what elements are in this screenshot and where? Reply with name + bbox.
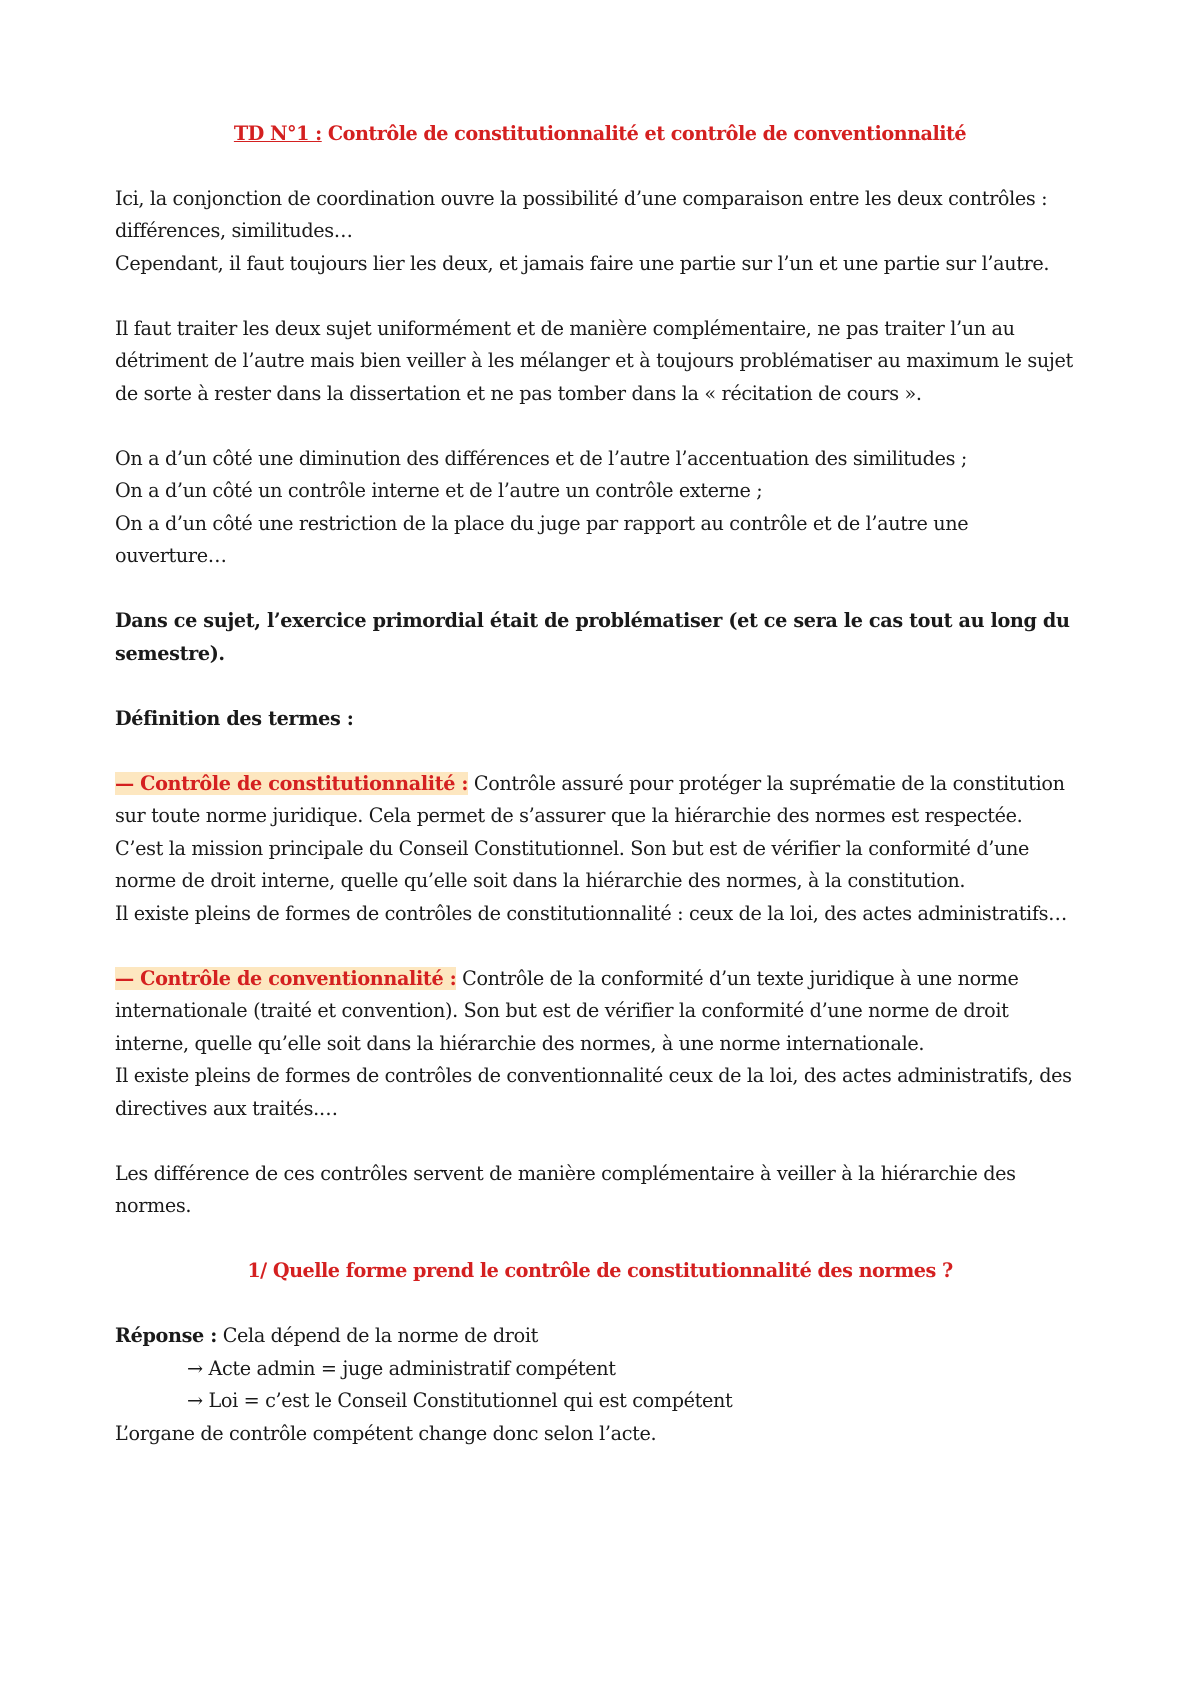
definition-conventionnalite-line-2: Il existe pleins de formes de contrôles de conventionnalité ceux de la loi, des actes administratifs, des directives aux traités.…	[115, 1064, 1072, 1120]
document-title	[115, 118, 1085, 151]
definition-conventionnalite	[115, 963, 1085, 1061]
document-page	[115, 118, 1085, 1450]
intro-line-2: Cependant, il faut toujours lier les deux, et jamais faire une partie sur l’un et une partie sur l’autre.	[115, 251, 1050, 275]
intro-line-1: Ici, la conjonction de coordination ouvre la possibilité d’une comparaison entre les deux contrôles : différences, similitudes…	[115, 186, 1048, 242]
definition-constitutionnalite-text: Contrôle assuré pour protéger la suprématie de la constitution sur toute norme juridique. Cela permet de s’assurer que la hiérarchie des normes est respectée.	[115, 771, 1065, 827]
definition-constitutionnalite-line-2: C’est la mission principale du Conseil Constitutionnel. Son but est de vérifier la conformité d’une norme de droit interne, quelle qu’elle soit dans la hiérarchie des normes, à la constitution.	[115, 836, 1030, 892]
paragraph-uniform-treatment: Il faut traiter les deux sujet uniformément et de manière complémentaire, ne pas traiter l’un au détriment de l’autre mais bien veiller à les mélanger et à toujours problématiser au maximum le sujet de sorte à rester dans la dissertation et ne pas tomber dans la « récitation de cours ».	[115, 316, 1073, 405]
comparison-line-1: On a d’un côté une diminution des différences et de l’autre l’accentuation des similitudes ;	[115, 446, 967, 470]
conclusion-paragraph: Les différence de ces contrôles servent de manière complémentaire à veiller à la hiérarchie des normes.	[115, 1161, 1016, 1217]
answer-label: Réponse :	[115, 1324, 217, 1347]
term-conventionnalite: — Contrôle de conventionnalité :	[115, 966, 457, 990]
comparison-line-2: On a d’un côté un contrôle interne et de l’autre un contrôle externe ;	[115, 479, 763, 502]
question-1: 1/ Quelle forme prend le contrôle de constitutionnalité des normes ?	[247, 1259, 953, 1282]
definition-constitutionnalite	[115, 768, 1085, 833]
answer-item-loi: → Loi = c’est le Conseil Constitutionnel qui est compétent	[187, 1389, 733, 1412]
answer-item-acte-admin: → Acte admin = juge administratif compétent	[187, 1356, 616, 1380]
title-prefix: TD N°1 :	[233, 122, 322, 145]
answer-text: Cela dépend de la norme de droit	[216, 1324, 538, 1347]
answer-line	[115, 1320, 1085, 1353]
term-constitutionnalite: — Contrôle de constitutionnalité :	[115, 771, 469, 795]
definition-constitutionnalite-line-3: Il existe pleins de formes de contrôles de constitutionnalité : ceux de la loi, des actes administratifs…	[115, 901, 1067, 925]
definition-conventionnalite-text: Contrôle de la conformité d’un texte juridique à une norme internationale (traité et convention). Son but est de vérifier la conformité d’une norme de droit interne, quelle qu’elle soit dans la hiérarchie des normes, à une norme internationale.	[115, 966, 1019, 1055]
definitions-heading: Définition des termes :	[115, 706, 354, 730]
bold-note: Dans ce sujet, l’exercice primordial était de problématiser (et ce sera le cas tout au long du semestre).	[115, 609, 1070, 665]
comparison-line-3: On a d’un côté une restriction de la place du juge par rapport au contrôle et de l’autre une ouverture…	[115, 511, 969, 567]
answer-closing: L’organe de contrôle compétent change donc selon l’acte.	[115, 1421, 657, 1445]
title-text: Contrôle de constitutionnalité et contrôle de conventionnalité	[321, 122, 967, 145]
